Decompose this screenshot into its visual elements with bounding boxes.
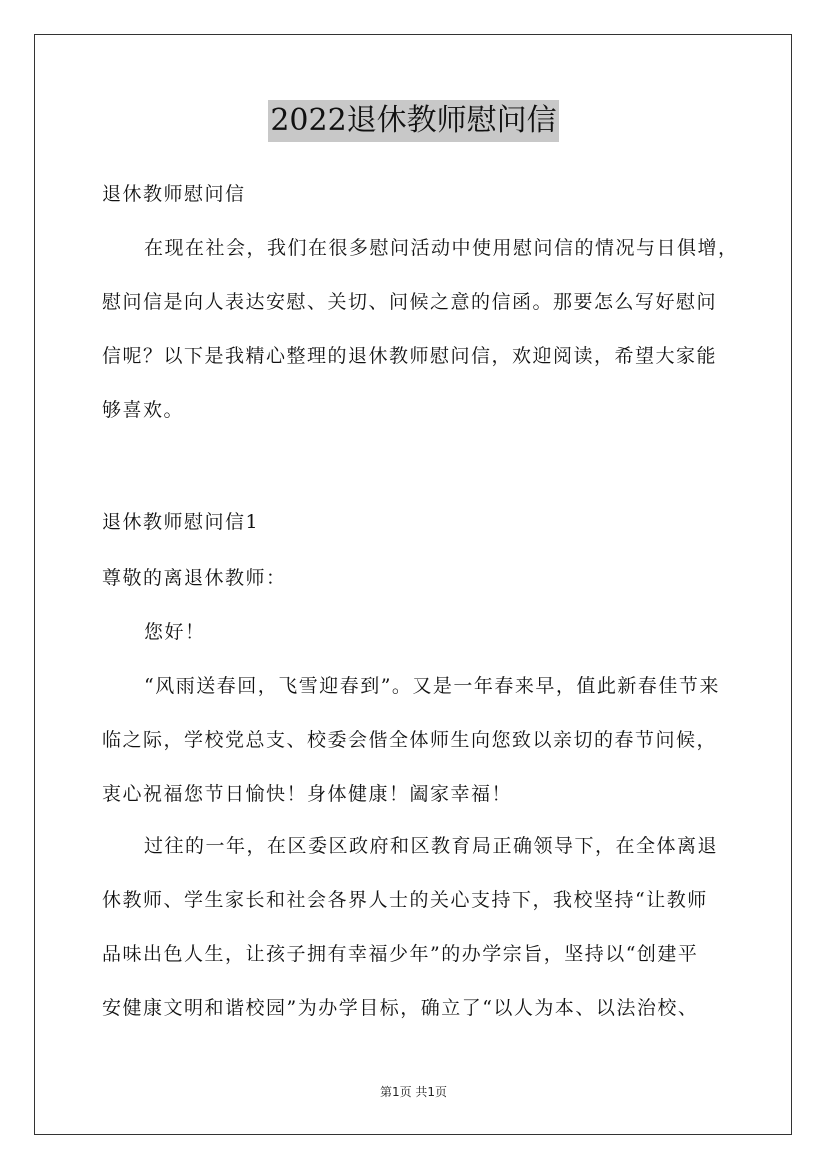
greeting: 您好！ — [144, 621, 206, 643]
salutation: 尊敬的离退休教师： — [102, 567, 287, 589]
section-heading: 退休教师慰问信1 — [102, 511, 260, 533]
title-wrap — [0, 100, 827, 142]
page-footer: 第1页 共1页 — [379, 1085, 448, 1099]
paragraph-line: 过往的一年，在区委区政府和区教育局正确领导下，在全体离退 — [144, 835, 719, 857]
paragraph-line: 安健康文明和谐校园”为办学目标，确立了“以人为本、以法治校、 — [102, 997, 699, 1019]
intro-line: 在现在社会，我们在很多慰问活动中使用慰问信的情况与日俱增， — [144, 237, 739, 259]
intro-line: 信呢？以下是我精心整理的退休教师慰问信，欢迎阅读，希望大家能 — [102, 345, 718, 367]
intro-line: 够喜欢。 — [102, 399, 185, 421]
paragraph-line: 休教师、学生家长和社会各界人士的关心支持下，我校坚持“让教师 — [102, 889, 708, 911]
intro-line: 慰问信是向人表达安慰、关切、问候之意的信函。那要怎么写好慰问 — [102, 291, 718, 313]
document-title: 2022退休教师慰问信 — [268, 100, 558, 142]
paragraph-line: 临之际，学校党总支、校委会偕全体师生向您致以亲切的春节问候， — [102, 729, 718, 751]
paragraph-line: “风雨送春回，飞雪迎春到”。又是一年春来早，值此新春佳节来 — [144, 675, 720, 697]
paragraph-line: 品味出色人生，让孩子拥有幸福少年”的办学宗旨，坚持以“创建平 — [102, 943, 699, 965]
subtitle: 退休教师慰问信 — [102, 183, 246, 205]
paragraph-line: 衷心祝福您节日愉快！身体健康！阖家幸福！ — [102, 783, 513, 805]
